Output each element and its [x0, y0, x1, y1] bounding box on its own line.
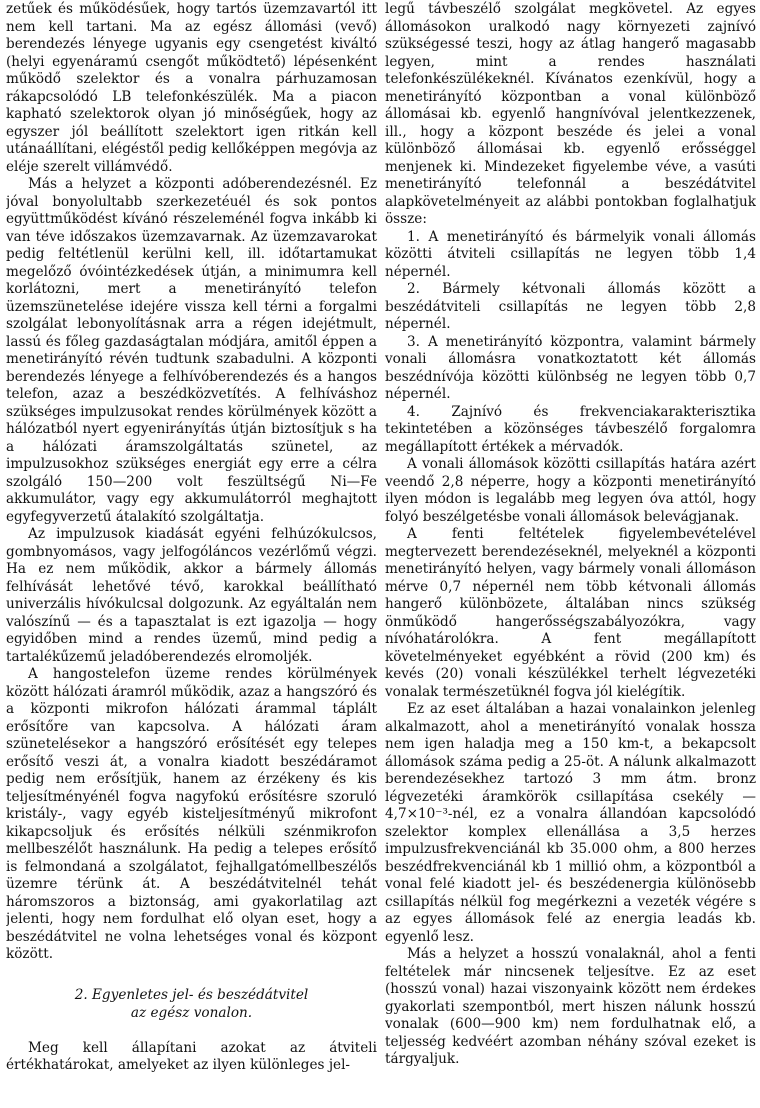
- left-paragraph-5: Meg kell állapítani azokat az átviteli értékhatárokat, amelyeket az ilyen különleges jel-: [6, 1039, 377, 1073]
- left-column: [6, 1, 377, 1108]
- left-paragraph-3: Az impulzusok kiadását egyéni felhúzókulcsos, gombnyomásos, vagy jelfogóláncos vezérlőmű végzi. Ha ez nem működik, akkor a bármely állomás felhívását lehetővé tévő, karokkal beállítható univerzális hívókulcsal dolgozunk. Az egyáltalán nem valószínű — és a tapasztalat is ezt igazolja — hogy egyidőben mind a rendes üzemű, mind pedig a tartalékűzemű jeladóberendezés elromoljék.: [6, 526, 377, 665]
- right-paragraph-1: legű távbeszélő szolgálat megkövetel. Az egyes állomásokon uralkodó nagy környezeti zajnívó szükségessé teszi, hogy az átlag hangerő magasabb legyen, mint a rendes használati telefonkészülékeknél. Kívánatos ezenkívül, hogy a menetirányító központban a vonal különböző állomásai kb. egyenlő hangnívóval jelentkezzenek, ill., hogy a központ beszéde és jelei a vonal különböző állomásai kb. egyenlő erősséggel menjenek ki. Mindezeket figyelembe véve, a vasúti menetirányító telefonnál a beszédátvitel alapkövetelményeit az alábbi pontokban foglalhatjuk össze:: [385, 1, 756, 227]
- left-paragraph-2: Más a helyzet a központi adóberendezésnél. Ez jóval bonyolultabb szerkezetéuél és sok pontos együttműködést kívánó részeleménél fogva inkább ki van téve időszakos üzemzavarnak. Az üzemzavarokat pedig feltétlenül kerülni kell, ill. időtartamukat megelőző óvóintézkedések útján, a minimumra kell korlátozni, mert a menetirányító telefon üzemszünetelése idejére vissza kell térni a forgalmi szolgálat lebonyolításnak arra a régen idejétmult, lassú és főleg gazdaságtalan módjára, amitől éppen a menetirányító révén tudtunk szabadulni. A központi berendezés lényege a felhívóberendezés és a hangos telefon, azaz a beszédközvetítés. A felhíváshoz szükséges impulzusokat rendes körülmények között a hálózatból nyert egyenirányítás útján biztosítjuk s ha a hálózati áramszolgáltatás szünetel, az impulzusokhoz szükséges energiát egy erre a célra szolgáló 150—200 volt feszültségű Ni—Fe akkumulátor, vagy egy akkumulátorról meghajtott egyfegyverzetű átalakító szolgáltatja.: [6, 176, 377, 525]
- right-paragraph-2: A vonali állomások közötti csillapítás határa azért veendő 2,8 néperre, hogy a központi menetirányító ilyen módon is legalább meg legyen óva attól, hogy folyó beszélgetésbe vonali állomások belevágjanak.: [385, 456, 756, 525]
- left-paragraph-4: A hangostelefon üzeme rendes körülmények között hálózati áramról működik, azaz a hangszóró és a központi mikrofon hálózati árammal táplált erősítőre van kapcsolva. A hálózati áram szünetelésekor a hangszóró erősítését egy telepes erősítő veszi át, a vonalra kiadott beszédáramot pedig nem erősítjük, hanem az érzékeny és kis teljesítményénél fogva nagyfokú erősítésre szoruló kristály-, vagy egyéb kisteljesítményű mikrofont kikapcsoljuk és erősítés nélküli szénmikrofon mellbeszélőt használunk. Ha pedig a telepes erősítő is felmondaná a szolgálatot, fejhallgatómellbeszélős üzemre térünk át. A beszédátvitelnél tehát háromszoros a biztonság, ami gyakorlatilag azt jelenti, hogy nem fordulhat elő olyan eset, hogy a beszédátvitel ne volna lehetséges vonal és központ között.: [6, 666, 377, 962]
- list-item: 1. A menetirányító és bármelyik vonali állomás közötti átviteli csillapítás ne legyen több 1,4 népernél.: [385, 228, 756, 280]
- right-paragraph-4: Ez az eset általában a hazai vonalainkon jelenleg alkalmazott, ahol a menetirányító vonalak hossza nem igen haladja meg a 150 km-t, a bekapcsolt állomások száma pedig a 25-öt. A nálunk alkalmazott berendezésekhez tartozó 3 mm átm. bronz légvezetéki áramkörök csillapítása csekély — 4,7×10⁻³-nél, ez a vonalra állandóan kapcsolódó szelektor komplex ellenállása a 3,5 herzes impulzusfrekvenciánál kb 35.000 ohm, a 800 herzes beszédfrekvenciánál kb 1 millió ohm, a központból a vonal felé kiadott jel- és beszédenergia különösebb csillapítás nélkül fog megérkezni a vezeték végére s az egyes állomások felé az energia leadás kb. egyenlő lesz.: [385, 701, 756, 945]
- list-item: 4. Zajnívó és frekvenciakarakterisztika tekintetében a közönséges távbeszélő forgalomra megállapított értékek a mérvadók.: [385, 403, 756, 455]
- section-heading-line-2: az egész vonalon.: [130, 1004, 253, 1021]
- right-column: [385, 1, 756, 1108]
- requirements-list: [385, 229, 756, 457]
- section-heading-line-1: 2. Egyenletes jel- és beszédátvitel: [74, 986, 309, 1003]
- left-paragraph-1: zetűek és működésűek, hogy tartós üzemzavartól itt nem kell tartani. Ma az egész állomási (vevő) berendezés lényege ugyanis egy csengetést kiváltó (helyi egyenáramú csengőt működtető) lépésenként működő szelektor és a vonalra párhuzamosan rákapcsolódó LB telefonkészülék. Ma a piacon kapható szelektorok olyan jó minőségűek, hogy az egyszer jól beállított szelektort igen ritkán kell utánaállítani, elégéstől pedig kellőképpen megóvja az eléje szerelt villámvédő.: [6, 1, 377, 175]
- list-item: 3. A menetirányító központra, valamint bármely vonali állomásra vonatkoztatott két állomás beszédnívója közötti különbség ne legyen több 0,7 népernél.: [385, 333, 756, 402]
- right-paragraph-3: A fenti feltételek figyelembevételével megtervezett berendezéseknél, melyeknél a központi menetirányító helyen, vagy bármely vonali állomáson mérve 0,7 népernél nem több kétvonali állomás hangerő különbözete, általában nincs szükség önműködő hangerősségszabályozókra, vagy nívóhatárolókra. A fent megállapított követelményeket egyébként a rövid (200 km) és kevés (20) vonali készülékkel terhelt légvezetéki vonalak természetüknél fogva jól kielégítik.: [385, 526, 756, 700]
- right-paragraph-5: Más a helyzet a hosszú vonalaknál, ahol a fenti feltételek már nincsenek teljesítve. Ez az eset (hosszú vonal) hazai viszonyaink között nem érdekes gyakorlati szempontból, mert hiszen nálunk hosszú vonalak (600—900 km) nem fordulhatnak elő, a teljesség kedvéért azomban néhány szóval ezeket is tárgyaljuk.: [385, 946, 756, 1067]
- section-heading: [6, 986, 377, 1022]
- list-item: 2. Bármely kétvonali állomás között a beszédátviteli csillapítás ne legyen több 2,8 népernél.: [385, 281, 756, 332]
- two-column-layout: [6, 1, 756, 1108]
